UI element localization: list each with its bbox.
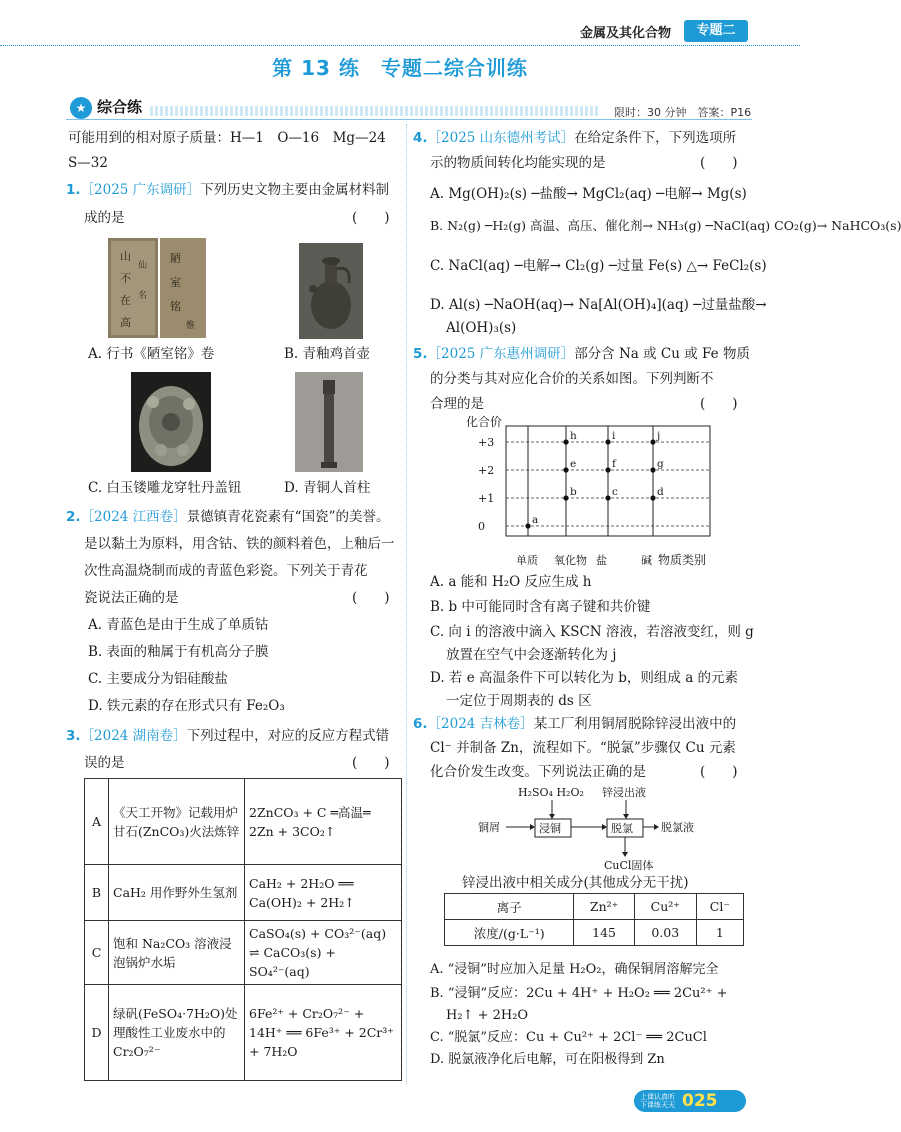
svg-text:惟: 惟 bbox=[186, 321, 196, 331]
option-2c: C. 主要成分为铝硅酸盐 bbox=[88, 671, 228, 687]
question-number: 2. bbox=[66, 509, 81, 525]
table-caption: 锌浸出液中相关成分(其他成分无干扰) bbox=[462, 875, 689, 891]
chart-point-label: e bbox=[570, 458, 577, 470]
stem-text: 下列过程中，对应的反应方程式错 bbox=[186, 728, 390, 744]
option-5a: A. a 能和 H₂O 反应生成 h bbox=[430, 574, 592, 590]
row-equation: 6Fe²⁺ + Cr₂O₇²⁻ + 14H⁺ ══ 6Fe³⁺ + 2Cr³⁺ + 7H₂O bbox=[245, 985, 402, 1081]
chart-point-label: i bbox=[612, 430, 616, 442]
chapter-topic: 金属及其化合物 bbox=[580, 26, 672, 41]
answer-paren[interactable]: ( ) bbox=[352, 210, 390, 226]
option-6a: A. “浸铜”时应加入足量 H₂O₂，确保铜屑溶解完全 bbox=[430, 962, 719, 977]
flow-start: 铜屑 bbox=[478, 821, 500, 834]
question-6-stem-2: Cl⁻ 并制备 Zn，流程如下。“脱氯”步骤仅 Cu 元素 bbox=[430, 740, 736, 756]
trophy-icon: ★ bbox=[70, 97, 92, 119]
question-source: ［2024 吉林卷］ bbox=[427, 716, 534, 732]
page-number: 025 bbox=[682, 1091, 718, 1111]
chart-ytick-label: +1 bbox=[478, 492, 495, 505]
chart-point-h bbox=[563, 439, 568, 444]
option-2b: B. 表面的釉属于有机高分子膜 bbox=[88, 644, 269, 660]
answer-paren[interactable]: ( ) bbox=[352, 755, 390, 771]
table-header-cell: Cl⁻ bbox=[696, 894, 743, 920]
stem-text: 在给定条件下，下列选项所 bbox=[574, 130, 737, 146]
ion-concentration-table bbox=[444, 893, 744, 946]
table-cell: 145 bbox=[574, 920, 635, 946]
footer-slogan bbox=[640, 1093, 675, 1109]
chart-point-b bbox=[563, 495, 568, 500]
atomic-mass-line2: S—32 bbox=[68, 155, 108, 171]
flow-leachate: 锌浸出液 bbox=[602, 786, 646, 799]
question-number: 6. bbox=[413, 716, 428, 732]
svg-text:在: 在 bbox=[120, 294, 131, 307]
question-6-stem-3: 化合价发生改变。下列说法正确的是 bbox=[430, 764, 646, 780]
row-equation: 2ZnCO₃ + C ═高温═ 2Zn + 3CO₂↑ bbox=[245, 779, 402, 865]
chart-point-label: f bbox=[612, 458, 616, 470]
question-5-stem-2: 的分类与其对应化合价的关系如图。下列判断不 bbox=[430, 371, 714, 387]
table-header-row bbox=[445, 894, 744, 920]
chart-point-a bbox=[525, 523, 530, 528]
stem-text: 某工厂利用铜屑脱除锌浸出液中的 bbox=[533, 716, 737, 732]
chart-category-label: 单质 bbox=[516, 554, 538, 567]
flow-solid: CuCl固体 bbox=[604, 859, 654, 872]
option-5c-line1: C. 向 i 的溶液中滴入 KSCN 溶液，若溶液变红，则 g bbox=[430, 624, 754, 640]
option-5b: B. b 中可能同时含有离子键和共价键 bbox=[430, 599, 651, 615]
option-6d: D. 脱氯液净化后电解，可在阳极得到 Zn bbox=[430, 1052, 665, 1067]
valence-category-chart bbox=[448, 408, 728, 568]
question-source: ［2024 江西卷］ bbox=[80, 509, 187, 525]
question-2-stem-4: 瓷说法正确的是 bbox=[84, 590, 179, 606]
row-description: 《天工开物》记载用炉甘石(ZnCO₃)火法炼锌 bbox=[109, 779, 245, 865]
process-flow-diagram bbox=[476, 784, 716, 872]
chart-ytick-label: 0 bbox=[478, 520, 485, 533]
option-6c: C. “脱氯”反应：Cu + Cu²⁺ + 2Cl⁻ ══ 2CuCl bbox=[430, 1030, 707, 1045]
table-cell: 0.03 bbox=[634, 920, 696, 946]
page-title: 第 13 练 专题二综合训练 bbox=[272, 56, 528, 80]
table-header-cell: Cu²⁺ bbox=[634, 894, 696, 920]
chart-category-label: 碱 bbox=[641, 554, 652, 567]
question-number: 1. bbox=[66, 182, 81, 198]
option-5c-line2: 放置在空气中会逐渐转化为 j bbox=[446, 647, 617, 663]
table-row bbox=[85, 985, 402, 1081]
table-row bbox=[85, 779, 402, 865]
stem-text: 景德镇青花瓷素有“国瓷”的美誉。 bbox=[186, 509, 390, 525]
chart-category-label: 氧化物 bbox=[554, 554, 587, 567]
chart-point-label: d bbox=[657, 486, 664, 498]
chart-point-d bbox=[650, 495, 655, 500]
question-4-stem-2: 示的物质间转化均能实现的是 bbox=[430, 155, 606, 171]
option-4d-line2: Al(OH)₃(s) bbox=[446, 320, 517, 336]
option-6b-line1: B. “浸铜”反应：2Cu + 4H⁺ + H₂O₂ ══ 2Cu²⁺ + bbox=[430, 986, 728, 1001]
celadon-ewer-image bbox=[299, 243, 363, 339]
table-row bbox=[85, 865, 402, 921]
question-source: ［2024 湖南卷］ bbox=[80, 728, 187, 744]
chart-point-label: h bbox=[570, 430, 577, 442]
option-5d-line1: D. 若 e 高温条件下可以转化为 b，则组成 a 的元素 bbox=[430, 670, 739, 686]
chart-point-label: a bbox=[532, 514, 539, 526]
header-divider bbox=[0, 45, 800, 46]
chart-point-c bbox=[605, 495, 610, 500]
answer-paren[interactable]: ( ) bbox=[700, 764, 738, 780]
option-1c: C. 白玉镂雕龙穿牡丹盖钮 bbox=[88, 480, 242, 496]
chart-point-label: b bbox=[570, 486, 577, 498]
stem-text: 下列历史文物主要由金属材料制 bbox=[200, 182, 390, 198]
row-label: B bbox=[85, 865, 109, 921]
question-3-stem-2: 误的是 bbox=[84, 755, 125, 771]
row-label: D bbox=[85, 985, 109, 1081]
section-band bbox=[150, 106, 600, 116]
chart-point-label: g bbox=[657, 458, 664, 470]
chart-point-g bbox=[650, 467, 655, 472]
flow-box-leach-label: 浸铜 bbox=[539, 822, 561, 835]
svg-text:山: 山 bbox=[120, 250, 131, 263]
svg-text:室: 室 bbox=[170, 276, 181, 289]
time-limit-meta: 限时：30 分钟 答案：P16 bbox=[614, 106, 752, 119]
option-4c: C. NaCl(aq) ─电解→ Cl₂(g) ─过量 Fe(s) △→ FeCl₂(s) bbox=[430, 258, 767, 274]
chart-xlabel: 物质类别 bbox=[658, 553, 707, 567]
svg-text:陋: 陋 bbox=[170, 252, 181, 265]
row-label: A bbox=[85, 779, 109, 865]
footer-slogan-1: 上课认真听 bbox=[640, 1093, 675, 1101]
answer-paren[interactable]: ( ) bbox=[352, 590, 390, 606]
table-header-cell: Zn²⁺ bbox=[574, 894, 635, 920]
question-number: 3. bbox=[66, 728, 81, 744]
chart-ytick-label: +3 bbox=[478, 436, 495, 449]
chapter-badge: 专题二 bbox=[684, 20, 748, 42]
atomic-mass-line1: 可能用到的相对原子质量：H—1 O—16 Mg—24 bbox=[68, 130, 386, 146]
row-description: 饱和 Na₂CO₃ 溶液浸泡锅炉水垢 bbox=[109, 921, 245, 985]
flow-box-dechlorinate-label: 脱氯 bbox=[611, 822, 633, 835]
chart-point-i bbox=[605, 439, 610, 444]
option-4a: A. Mg(OH)₂(s) ─盐酸→ MgCl₂(aq) ─电解→ Mg(s) bbox=[430, 186, 747, 202]
chart-point-f bbox=[605, 467, 610, 472]
option-2a: A. 青蓝色是由于生成了单质钴 bbox=[88, 617, 269, 633]
stem-text: 部分含 Na 或 Cu 或 Fe 物质 bbox=[574, 346, 750, 362]
row-label: C bbox=[85, 921, 109, 985]
question-2-stem-3: 次性高温烧制而成的青蓝色彩瓷。下列关于青花 bbox=[84, 563, 368, 579]
calligraphy-scroll-image-2 bbox=[160, 238, 206, 338]
answer-paren[interactable]: ( ) bbox=[700, 396, 738, 412]
section-title: 综合练 bbox=[97, 98, 143, 116]
chart-ytick-label: +2 bbox=[478, 464, 495, 477]
row-description: 绿矾(FeSO₄·7H₂O)处理酸性工业废水中的 Cr₂O₇²⁻ bbox=[109, 985, 245, 1081]
question-3-table bbox=[84, 778, 402, 1081]
row-equation: CaSO₄(s) + CO₃²⁻(aq) ⇌ CaCO₃(s) + SO₄²⁻(aq) bbox=[245, 921, 402, 985]
question-5-stem bbox=[413, 344, 750, 364]
section-rule bbox=[66, 119, 752, 120]
question-2-stem bbox=[66, 507, 390, 527]
svg-text:名: 名 bbox=[138, 291, 148, 301]
svg-text:仙: 仙 bbox=[138, 261, 148, 271]
table-header-cell: 离子 bbox=[445, 894, 574, 920]
chart-point-label: j bbox=[657, 430, 661, 442]
question-number: 4. bbox=[413, 130, 428, 146]
chart-point-e bbox=[563, 467, 568, 472]
question-4-stem bbox=[413, 128, 736, 148]
chart-point-j bbox=[650, 439, 655, 444]
option-6b-line2: H₂↑ + 2H₂O bbox=[446, 1008, 529, 1023]
option-1d: D. 青铜人首柱 bbox=[284, 480, 371, 496]
option-5d-line2: 一定位于周期表的 ds 区 bbox=[446, 693, 592, 709]
question-source: ［2025 广东调研］ bbox=[80, 182, 201, 198]
flow-end: 脱氯液 bbox=[661, 821, 694, 834]
white-jade-carving-image bbox=[131, 372, 211, 472]
question-number: 5. bbox=[413, 346, 428, 362]
svg-text:高: 高 bbox=[120, 316, 131, 329]
table-row bbox=[445, 920, 744, 946]
answer-paren[interactable]: ( ) bbox=[700, 155, 738, 171]
column-divider bbox=[406, 124, 407, 1084]
calligraphy-scroll-image bbox=[108, 238, 158, 338]
row-description: CaH₂ 用作野外生氢剂 bbox=[109, 865, 245, 921]
question-3-stem bbox=[66, 726, 389, 746]
question-source: ［2025 山东德州考试］ bbox=[427, 130, 575, 146]
chart-point-label: c bbox=[612, 486, 618, 498]
svg-text:铭: 铭 bbox=[170, 300, 181, 313]
footer-slogan-2: 下课练天天 bbox=[640, 1101, 675, 1109]
bronze-head-pillar-image bbox=[295, 372, 363, 472]
table-cell: 1 bbox=[696, 920, 743, 946]
option-1b: B. 青釉鸡首壶 bbox=[284, 346, 371, 362]
question-1-stem bbox=[66, 180, 389, 200]
question-1-stem-2: 成的是 bbox=[84, 210, 125, 226]
question-5-stem-3: 合理的是 bbox=[430, 396, 484, 412]
row-equation: CaH₂ + 2H₂O ══ Ca(OH)₂ + 2H₂↑ bbox=[245, 865, 402, 921]
option-1a: A. 行书《陋室铭》卷 bbox=[88, 346, 215, 362]
table-row bbox=[85, 921, 402, 985]
table-cell: 浓度/(g·L⁻¹) bbox=[445, 920, 574, 946]
option-2d: D. 铁元素的存在形式只有 Fe₂O₃ bbox=[88, 698, 285, 714]
chart-ylabel: 化合价 bbox=[466, 415, 503, 429]
svg-text:不: 不 bbox=[120, 272, 131, 285]
question-6-stem bbox=[413, 714, 736, 734]
question-source: ［2025 广东惠州调研］ bbox=[427, 346, 575, 362]
flow-reagents: H₂SO₄ H₂O₂ bbox=[518, 786, 584, 799]
option-4d-line1: D. Al(s) ─NaOH(aq)→ Na[Al(OH)₄](aq) ─过量盐酸→ bbox=[430, 297, 767, 313]
option-4b: B. N₂(g) ─H₂(g) 高温、高压、催化剂→ NH₃(g) ─NaCl(aq) CO₂(g)→ NaHCO₃(s) bbox=[430, 218, 901, 233]
question-2-stem-2: 是以黏土为原料，用含钴、铁的颜料着色，上釉后一 bbox=[84, 536, 395, 552]
chart-category-label: 盐 bbox=[596, 554, 607, 567]
